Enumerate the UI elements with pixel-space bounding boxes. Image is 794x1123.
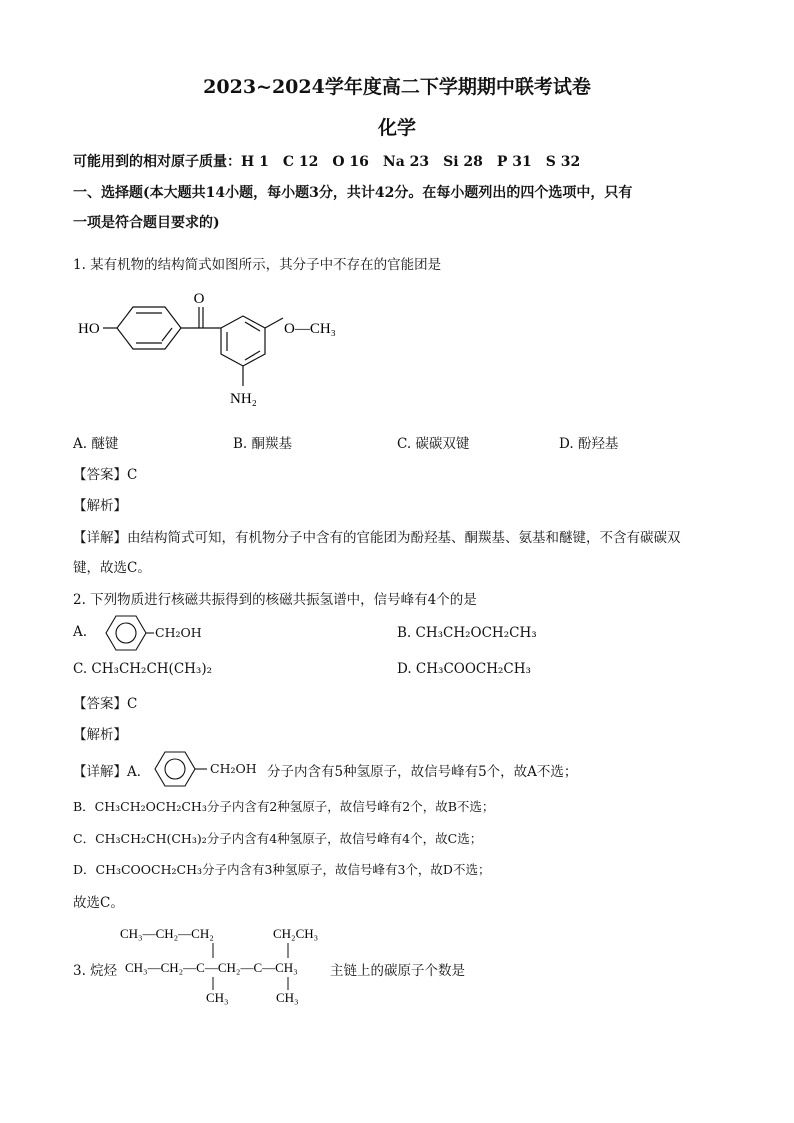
q3-bottom-right-methyl: CH₃	[276, 990, 299, 1005]
q2-option-b[interactable]: B. CH₃CH₂OCH₂CH₃	[397, 625, 537, 641]
q2-conclusion: 故选C。	[73, 895, 124, 911]
benzene-ring-icon	[147, 748, 209, 790]
q1-structure-diagram	[70, 285, 370, 415]
q1-option-d[interactable]: D. 酚羟基	[559, 436, 619, 452]
carbonyl-oxygen-label: O	[193, 291, 205, 307]
benzene-ring-left	[117, 307, 181, 349]
q1-detail-line2: 键，故选C。	[73, 560, 151, 576]
q1-analysis-label: 【解析】	[73, 498, 127, 514]
q2-detail-b: B．CH₃CH₂OCH₂CH₃分子内含有2种氢原子，故信号峰有2个，故B不选；	[73, 799, 495, 814]
methoxy-label: O—CH₃	[284, 321, 336, 337]
q2-answer: 【答案】C	[73, 696, 138, 712]
q1-option-b[interactable]: B. 酮羰基	[233, 436, 293, 452]
q3-stem-prefix: 3. 烷烃	[73, 963, 118, 979]
benzene-ring-right	[221, 316, 265, 366]
q1-option-a[interactable]: A. 醚键	[73, 436, 119, 452]
amino-label: NH₂	[230, 391, 257, 407]
q2-detail-a-prefix: 【详解】A．	[73, 764, 151, 780]
q3-top-left-branch: CH₃—CH₂—CH₂	[120, 926, 214, 941]
q3-alkane-structure	[118, 920, 333, 1010]
q2-option-a-label[interactable]: A.	[73, 624, 88, 640]
q2-detail-a-suffix: 分子内含有5种氢原子，故信号峰有5个，故A不选；	[267, 764, 578, 780]
q3-stem-suffix: 主链上的碳原子个数是	[330, 963, 465, 979]
q3-bottom-left-methyl: CH₃	[206, 990, 229, 1005]
q2-option-c[interactable]: C. CH₃CH₂CH(CH₃)₂	[73, 661, 213, 677]
section-heading-line2: 一项是符合题目要求的)	[73, 215, 220, 231]
section-heading-line1: 一、选择题(本大题共14小题，每小题3分，共计42分。在每小题列出的四个选项中，只有	[73, 185, 633, 201]
q2-stem: 2. 下列物质进行核磁共振得到的核磁共振氢谱中，信号峰有4个的是	[73, 592, 477, 608]
hydroxyl-label: HO	[78, 321, 100, 337]
benzene-ring-icon	[92, 612, 154, 654]
q1-option-c[interactable]: C. 碳碳双键	[397, 436, 470, 452]
q3-main-chain: CH₃—CH₂—C—CH₂—C—CH₃	[125, 960, 298, 975]
q2-detail-a-ch2oh: CH₂OH	[210, 761, 257, 776]
subject-title: 化学	[377, 117, 416, 139]
q2-detail-d: D．CH₃COOCH₂CH₃分子内含有3种氢原子，故信号峰有3个，故D不选；	[73, 862, 491, 877]
atomic-masses: 可能用到的相对原子质量：H 1 C 12 O 16 Na 23 Si 28 P 31 S 32	[73, 154, 581, 170]
q1-detail-line1: 【详解】由结构简式可知，有机物分子中含有的官能团为酚羟基、酮羰基、氨基和醚键，不含有碳碳双	[73, 530, 681, 546]
q1-stem: 1. 某有机物的结构简式如图所示，其分子中不存在的官能团是	[73, 257, 442, 273]
q2-detail-c: C．CH₃CH₂CH(CH₃)₂分子内含有4种氢原子，故信号峰有4个，故C选；	[73, 831, 483, 846]
q1-answer: 【答案】C	[73, 467, 138, 483]
q3-top-right-branch: CH₂CH₃	[273, 926, 319, 941]
q2-analysis-label: 【解析】	[73, 727, 127, 743]
page-title: 2023~2024学年度高二下学期期中联考试卷	[203, 76, 591, 98]
q2-option-d[interactable]: D. CH₃COOCH₂CH₃	[397, 661, 531, 677]
q2-option-a-ch2oh: CH₂OH	[155, 625, 202, 640]
